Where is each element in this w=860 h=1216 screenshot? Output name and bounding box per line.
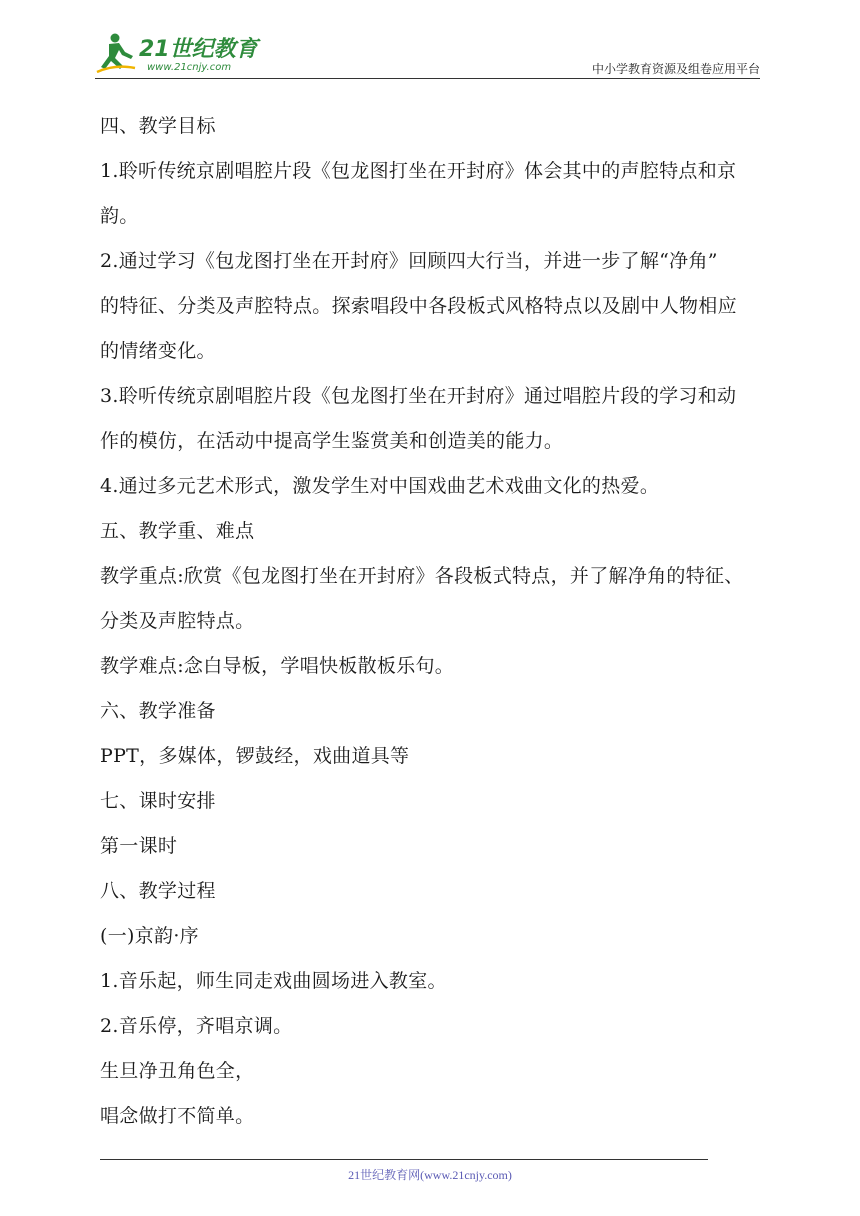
page-header	[95, 28, 760, 78]
difficult-point: 教学难点:念白导板，学唱快板散板乐句。	[100, 655, 455, 677]
objective-2-line-3: 的情绪变化。	[100, 340, 216, 362]
objective-2-line-2: 的特征、分类及声腔特点。探索唱段中各段板式风格特点以及剧中人物相应	[100, 295, 737, 317]
section-heading-objectives: 四、教学目标	[100, 115, 216, 137]
header-divider	[95, 78, 760, 79]
objective-1-line-1: 1.聆听传统京剧唱腔片段《包龙图打坐在开封府》体会其中的声腔特点和京	[100, 160, 737, 182]
key-point-line-2: 分类及声腔特点。	[100, 610, 255, 632]
section-heading-process: 八、教学过程	[100, 880, 216, 902]
lyric-line-2: 唱念做打不简单。	[100, 1105, 255, 1127]
process-subheading: (一)京韵·序	[100, 925, 199, 947]
footer-link[interactable]: 21世纪教育网(www.21cnjy.com)	[348, 1168, 512, 1182]
header-platform-text: 中小学教育资源及组卷应用平台	[591, 62, 760, 76]
lyric-line-1: 生旦净丑角色全，	[100, 1060, 255, 1082]
objective-4: 4.通过多元艺术形式，激发学生对中国戏曲艺术戏曲文化的热爱。	[100, 475, 660, 497]
svg-text:21世纪教育: 21世纪教育	[139, 37, 258, 62]
footer-divider	[100, 1159, 708, 1160]
objective-3-line-1: 3.聆听传统京剧唱腔片段《包龙图打坐在开封府》通过唱腔片段的学习和动	[100, 385, 737, 407]
objective-2-line-1: 2.通过学习《包龙图打坐在开封府》回顾四大行当，并进一步了解“净角”	[100, 250, 718, 272]
document-body	[100, 104, 765, 1139]
key-point-line-1: 教学重点:欣赏《包龙图打坐在开封府》各段板式特点，并了解净角的特征、	[100, 565, 744, 587]
objective-1-line-2: 韵。	[100, 205, 139, 227]
site-logo[interactable]	[95, 28, 265, 78]
section-heading-schedule: 七、课时安排	[100, 790, 216, 812]
preparation-items: PPT，多媒体，锣鼓经，戏曲道具等	[100, 745, 410, 767]
svg-text:www.21cnjy.com: www.21cnjy.com	[147, 62, 232, 73]
section-heading-preparation: 六、教学准备	[100, 700, 216, 722]
schedule-lesson: 第一课时	[100, 835, 178, 857]
process-step-2: 2.音乐停，齐唱京调。	[100, 1015, 293, 1037]
objective-3-line-2: 作的模仿，在活动中提高学生鉴赏美和创造美的能力。	[100, 430, 564, 452]
process-step-1: 1.音乐起，师生同走戏曲圆场进入教室。	[100, 970, 447, 992]
section-heading-key-points: 五、教学重、难点	[100, 520, 255, 542]
